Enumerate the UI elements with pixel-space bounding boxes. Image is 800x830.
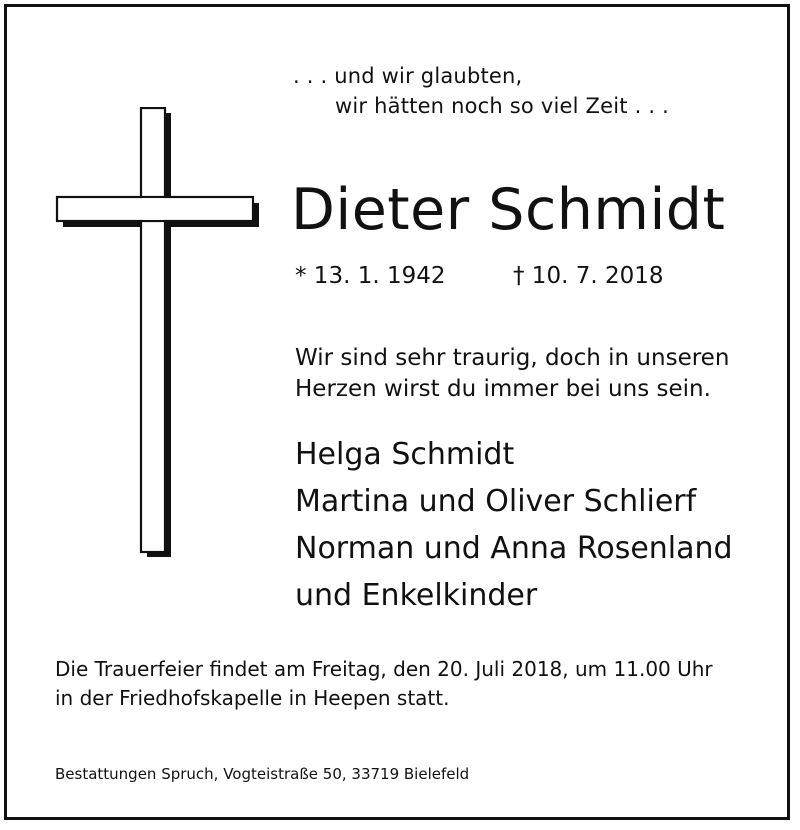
death-date: † 10. 7. 2018 [513,263,664,289]
service-line-2: in der Friedhofskapelle in Heepen statt. [55,686,450,710]
message-line-2: Herzen wirst du immer bei uns sein. [295,376,711,402]
opening-quote [293,61,669,121]
life-dates [295,261,664,291]
deceased-name: Dieter Schmidt [291,177,726,243]
quote-line-1: . . . und wir glaubten, [293,64,523,88]
mourner: Martina und Oliver Schlierf [295,484,697,519]
obituary-frame [4,4,790,820]
mourner: Helga Schmidt [295,437,515,472]
mourner: Norman und Anna Rosenland [295,531,733,566]
quote-line-2: wir hätten noch so viel Zeit . . . [335,94,669,118]
service-line-1: Die Trauerfeier findet am Freitag, den 20. Juli 2018, um 11.00 Uhr [55,657,713,681]
funeral-service-info [55,655,713,713]
undertaker-address: Bestattungen Spruch, Vogteistraße 50, 33719 Bielefeld [55,765,470,783]
mourner: und Enkelkinder [295,578,538,613]
mourners-list [295,431,733,619]
birth-date: * 13. 1. 1942 [295,263,446,289]
message-line-1: Wir sind sehr traurig, doch in unseren [295,345,730,371]
condolence-message [295,343,729,405]
cross-icon [55,107,265,567]
